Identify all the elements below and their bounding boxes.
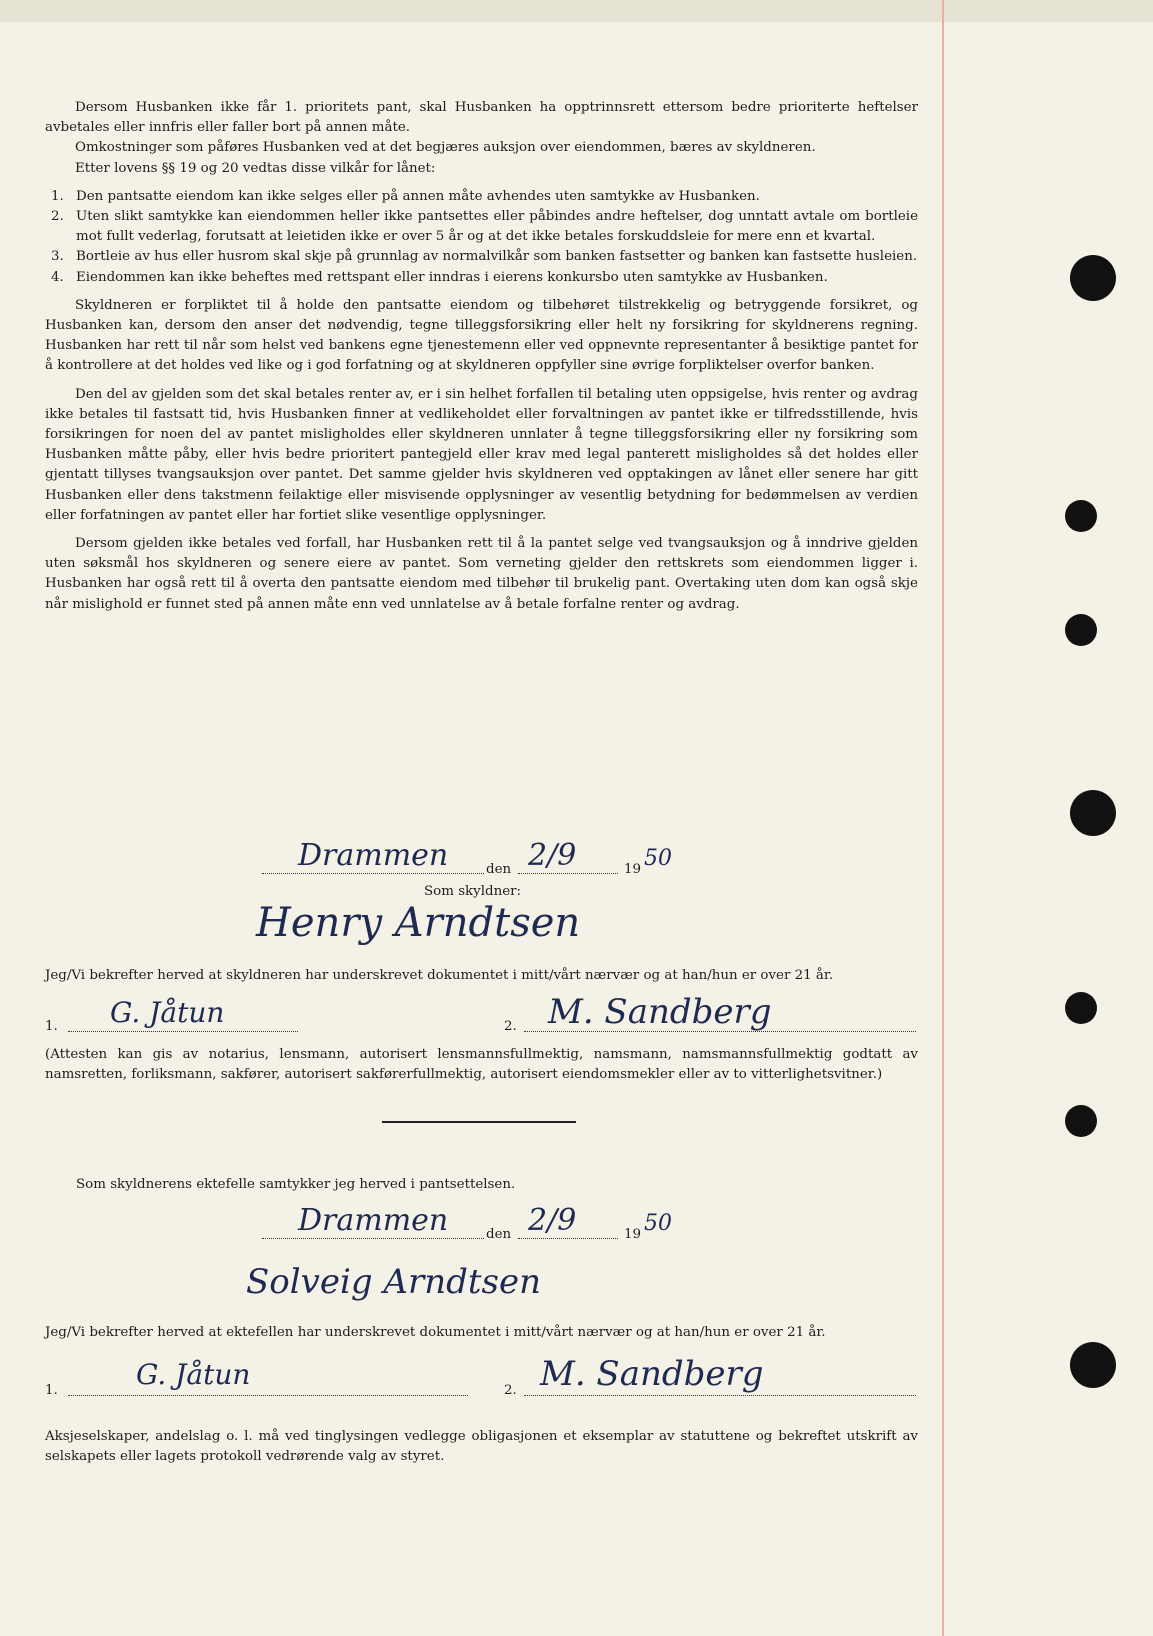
paragraph-priority: Dersom Husbanken ikke får 1. prioritets pant, skal Husbanken ha opptrinnsrett ettersom bedre prioriterte heftelser avbetales eller innfris eller faller bort på annen måte. [45,100,918,136]
list-item: 1. Den pantsatte eiendom kan ikke selges eller på annen måte avhendes uten samtykke av Husbanken. [51,188,760,204]
witness-2-line [524,1395,916,1396]
punch-hole [1070,1342,1116,1388]
paragraph-conditions-intro: Etter lovens §§ 19 og 20 vedtas disse vilkår for lånet: [75,160,436,176]
year-prefix: 19 [624,862,642,877]
list-item: 3. Bortleie av hus eller husrom skal skje på grunnlag av normalvilkår som banken fastsetter og banken kan fastsette husleien. [51,249,918,265]
punch-hole [1065,614,1097,646]
year-handwritten: 50 [644,1211,672,1236]
den-label: den [486,1227,512,1242]
date-line [518,1238,618,1239]
paragraph-foreclosure: Dersom gjelden ikke betales ved forfall, har Husbanken rett til å la pantet selge ved tvangsauksjon og å inndrive gjelden uten søksmål hos skyldneren og senere eiere av pantet. Som verneting gjelder den rettskrets som eiendommen ligger i. Husbanken har også rett til å overta den pantsatte eiendom med tilbehør til brukelig pant. Overtaking uten dom kan også skje når mislighold er funnet sted på annen måte enn ved unnlatelse av å betale forfalne renter og avdrag. [45,536,918,612]
attestation-note: (Attesten kan gis av notarius, lensmann, autorisert lensmannsfullmektig, namsmann, namsmannsfullmektig godtatt av namsretten, forliksmann, sakfører, autorisert sakførerfullmektig, autorisert eiendomsmekler eller av to vitterlighetsvitner.) [45,1047,918,1083]
spouse-confirmation: Jeg/Vi bekrefter herved at ektefellen har underskrevet dokumentet i mitt/vårt nærvær og at han/hun er over 21 år. [45,1325,826,1340]
list-item: 4. Eiendommen kan ikke beheftes med rettspant eller inndras i eierens konkursbo uten samtykke av Husbanken. [51,269,828,285]
year-handwritten: 50 [644,846,672,871]
scan-top-edge [0,0,1153,22]
spouse-signature: Solveig Arndtsen [246,1262,542,1302]
paragraph-default: Den del av gjelden som det skal betales renter av, er i sin helhet forfallen til betaling uten oppsigelse, hvis renter og avdrag ikke betales til fastsatt tid, hvis Husbanken finner at vedlikeholdet eller forvaltningen av pantet ikke er tilfredsstillende, hvis forsikringen for noen del av pantet misligholdes eller skyldneren unnlater å tegne tilleggsforsikring eller ny forsikring som Husbanken måtte påby, eller hvis bedre prioritert pantegjeld eller krav med legal panterett misligholdes så det holdes eller gjentatt tillyses tvangsauksjon over pantet. Det samme gjelder hvis skyldneren ved opptakingen av lånet eller senere har gitt Husbanken eller dens takstmenn feilaktige eller misvisende opplysninger av vesentlig betydning for bedømmelsen av verdien eller forfatningen av pantet eller har fortiet slike vesentlige opplysninger. [45,386,918,523]
place-handwritten: Drammen [298,838,449,873]
section-divider [382,1121,576,1123]
place-line [262,873,484,874]
place-line [262,1238,484,1239]
witness-2-signature: M. Sandberg [548,992,772,1032]
conditions-list [45,187,918,288]
debtor-role-label: Som skyldner: [424,884,522,899]
punch-hole [1065,1105,1097,1137]
place-handwritten: Drammen [298,1203,449,1238]
witness-2-signature: M. Sandberg [540,1354,764,1394]
year-prefix: 19 [624,1227,642,1242]
list-item: 2. Uten slikt samtykke kan eiendommen heller ikke pantsettes eller påbindes andre heftelser, dog unntatt avtale om bortleie mot fullt vederlag, forutsatt at leietiden ikke er over 5 år og at det ikke betales forskuddsleie for mere enn et kvartal. [51,209,918,245]
date-handwritten: 2/9 [528,1203,577,1238]
den-label: den [486,862,512,877]
witness-1-signature: G. Jåtun [110,996,225,1029]
debtor-signature: Henry Arndtsen [256,900,581,946]
witness-1-number: 1. [45,1383,58,1398]
witness-2-number: 2. [504,1019,517,1034]
date-line [518,873,618,874]
punch-hole [1070,790,1116,836]
punch-hole [1065,992,1097,1024]
debtor-confirmation: Jeg/Vi bekrefter herved at skyldneren har underskrevet dokumentet i mitt/vårt nærvær og at han/hun er over 21 år. [45,968,834,983]
witness-2-number: 2. [504,1383,517,1398]
witness-1-number: 1. [45,1019,58,1034]
punch-hole [1065,500,1097,532]
witness-1-signature: G. Jåtun [136,1358,251,1391]
paragraph-costs: Omkostninger som påføres Husbanken ved at det begjæres auksjon over eiendommen, bæres av skyldneren. [75,140,816,156]
loan-terms [45,98,918,615]
paragraph-insurance: Skyldneren er forpliktet til å holde den pantsatte eiendom og tilbehøret tilstrekkelig og betryggende forsikret, og Husbanken kan, dersom den anser det nødvendig, tegne tilleggsforsikring eller helt ny forsikring for skyldnerens regning. Husbanken har rett til når som helst ved bankens egne tjenestemenn eller ved oppnevnte representanter å besiktige pantet for å kontrollere at det holdes ved like og i god forfatning og at skyldneren oppfyller sine øvrige forpliktelser overfor banken. [45,297,918,374]
spouse-consent: Som skyldnerens ektefelle samtykker jeg herved i pantsettelsen. [76,1177,516,1192]
punch-hole [1070,255,1116,301]
witness-1-line [68,1031,298,1032]
witness-1-line [68,1395,468,1396]
company-note: Aksjeselskaper, andelslag o. l. må ved tinglysingen vedlegge obligasjonen et eksemplar av statuttene og bekreftet utskrift av selskapets eller lagets protokoll vedrørende valg av styret. [45,1429,918,1465]
margin-rule [942,0,944,1636]
date-handwritten: 2/9 [528,838,577,873]
